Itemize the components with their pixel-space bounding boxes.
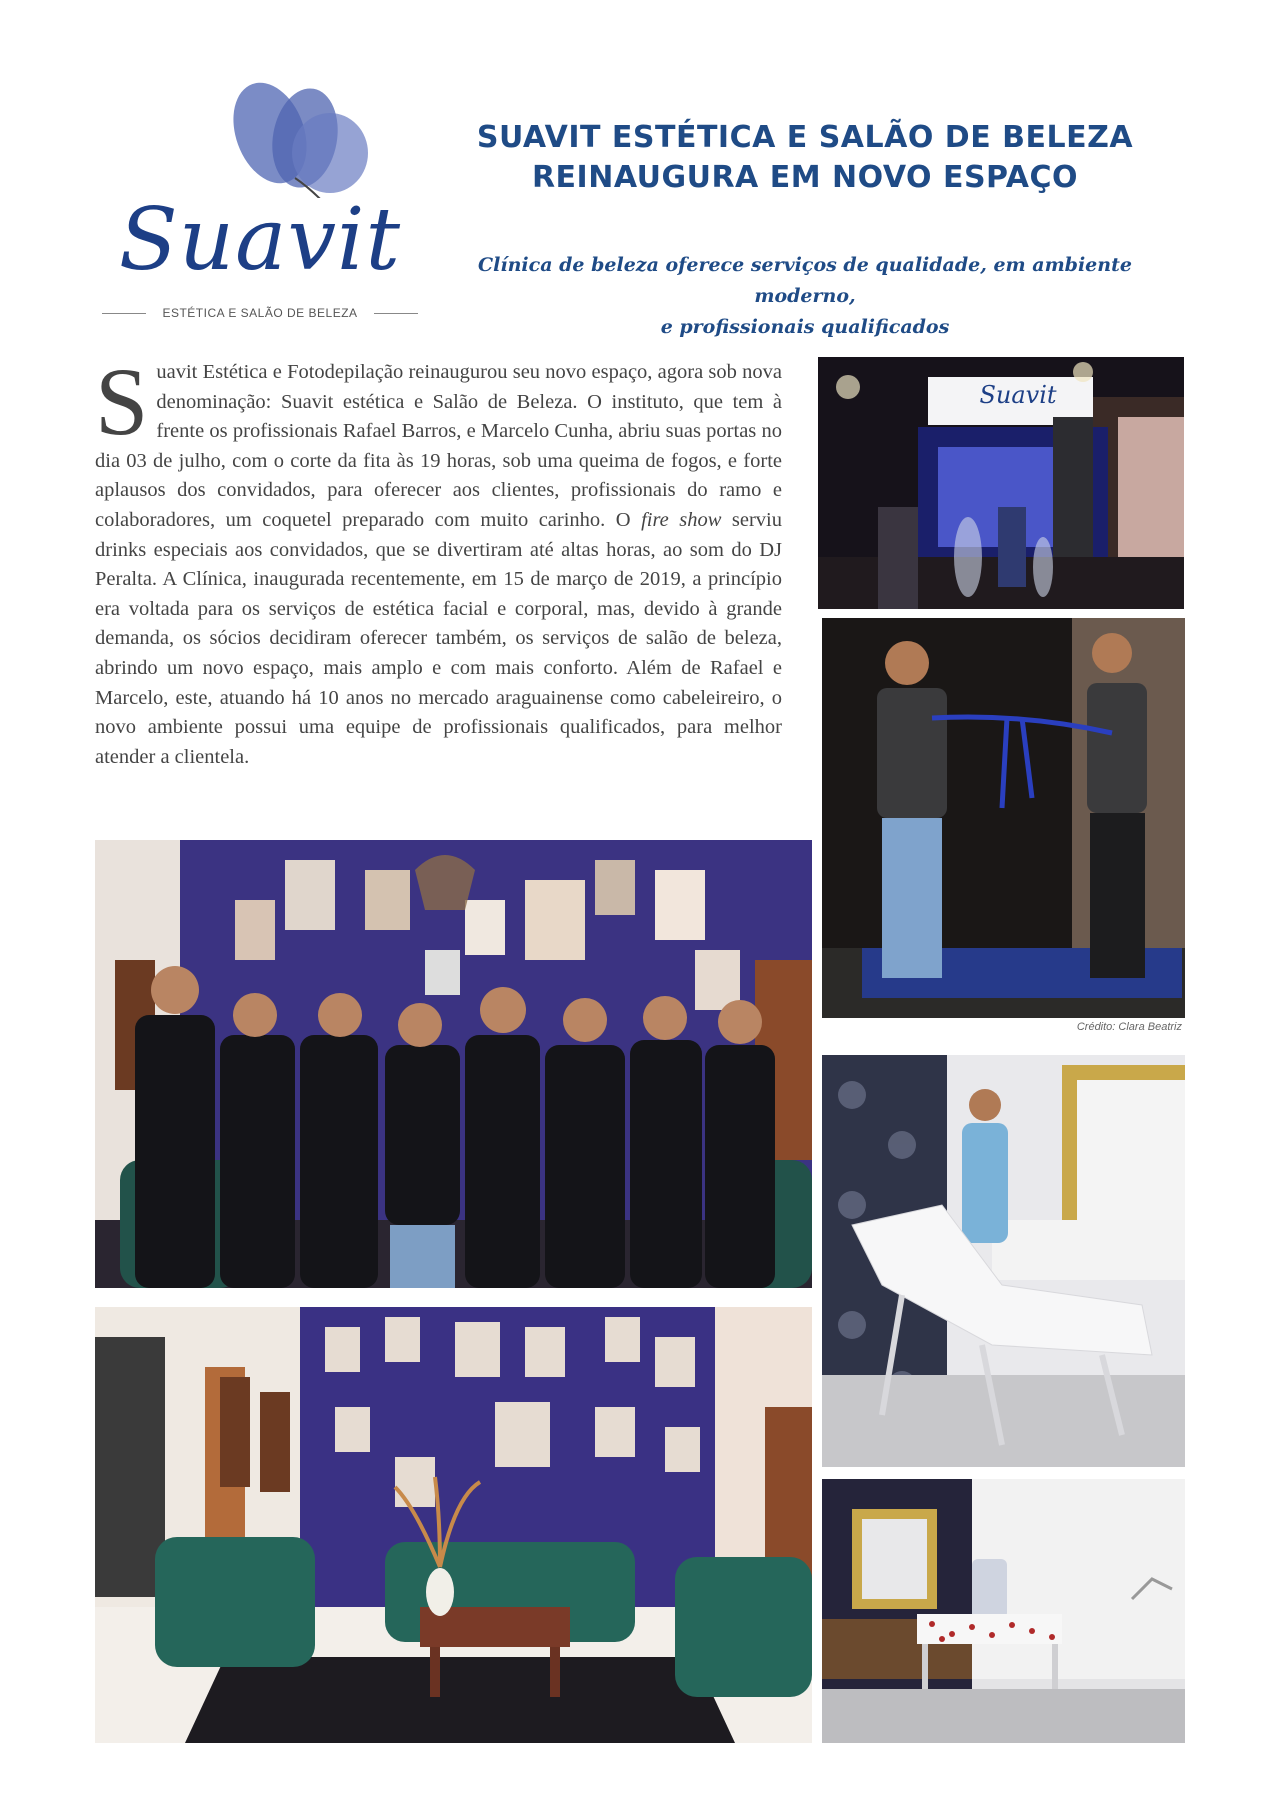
page-title <box>455 118 1155 198</box>
logo-wordmark: Suavit <box>118 190 402 290</box>
photo-treatment-chair <box>822 1055 1185 1467</box>
title-line-2: REINAUGURA EM NOVO ESPAÇO <box>531 160 1079 195</box>
photo-ribbon-cutting <box>822 618 1185 1018</box>
divider <box>102 313 146 314</box>
title-line-1: SUAVIT ESTÉTICA E SALÃO DE BELEZA <box>476 120 1134 155</box>
article-text-part2: serviu drinks especiais aos convidados, que se divertiram até altas horas, ao som do DJ Peralta. A Clínica, inaugurada recentemente, em 15 de março de 2019, a princípio era voltada para os serviços de estética facial e corporal, mas, devido à grande demanda, os sócios decidiram oferecer também, os serviços de salão de beleza, abrindo um novo espaço, mais amplo e com mais conforto. Além de Rafael e Marcelo, este, atuando há 10 anos no mercado araguainense como cabeleireiro, o novo ambiente possui uma equipe de profissionais qualificados, para melhor atender a clientela. <box>95 508 782 768</box>
article-body <box>95 348 782 772</box>
photo-treatment-room <box>822 1479 1185 1743</box>
photo-credit: Crédito: Clara Beatriz <box>1076 1021 1182 1033</box>
drop-cap: S <box>95 348 149 455</box>
suavit-logo <box>95 78 425 328</box>
subtitle-line-1: Clínica de beleza oferece serviços de qualidade, em ambiente moderno, <box>478 254 1132 307</box>
article-text-part1: uavit Estética e Fotodepilação reinaugurou seu novo espaço, agora sob nova denominação: Suavit estética e Salão de Beleza. O instituto, que tem à frente os profissionais Rafael Barros, e Marcelo Cunha, abriu suas portas no dia 03 de julho, com o corte da fita às 19 horas, sob uma queima de fogos, e forte aplausos dos convidados, para oferecer aos clientes, profissionais do ramo e colaboradores, um coquetel preparado com muito carinho. O <box>95 361 782 531</box>
photo-team <box>95 840 812 1288</box>
photo-storefront <box>818 357 1184 609</box>
photo-lounge <box>95 1307 812 1743</box>
subtitle-line-2: e profissionais qualificados <box>660 316 950 338</box>
logo-tagline <box>95 306 425 320</box>
butterfly-icon <box>95 78 425 198</box>
article-emphasis: fire show <box>641 508 722 531</box>
divider <box>374 313 418 314</box>
storefront-sign-text: Suavit <box>979 381 1057 409</box>
subtitle <box>455 250 1155 343</box>
logo-tagline-text: ESTÉTICA E SALÃO DE BELEZA <box>162 306 358 320</box>
